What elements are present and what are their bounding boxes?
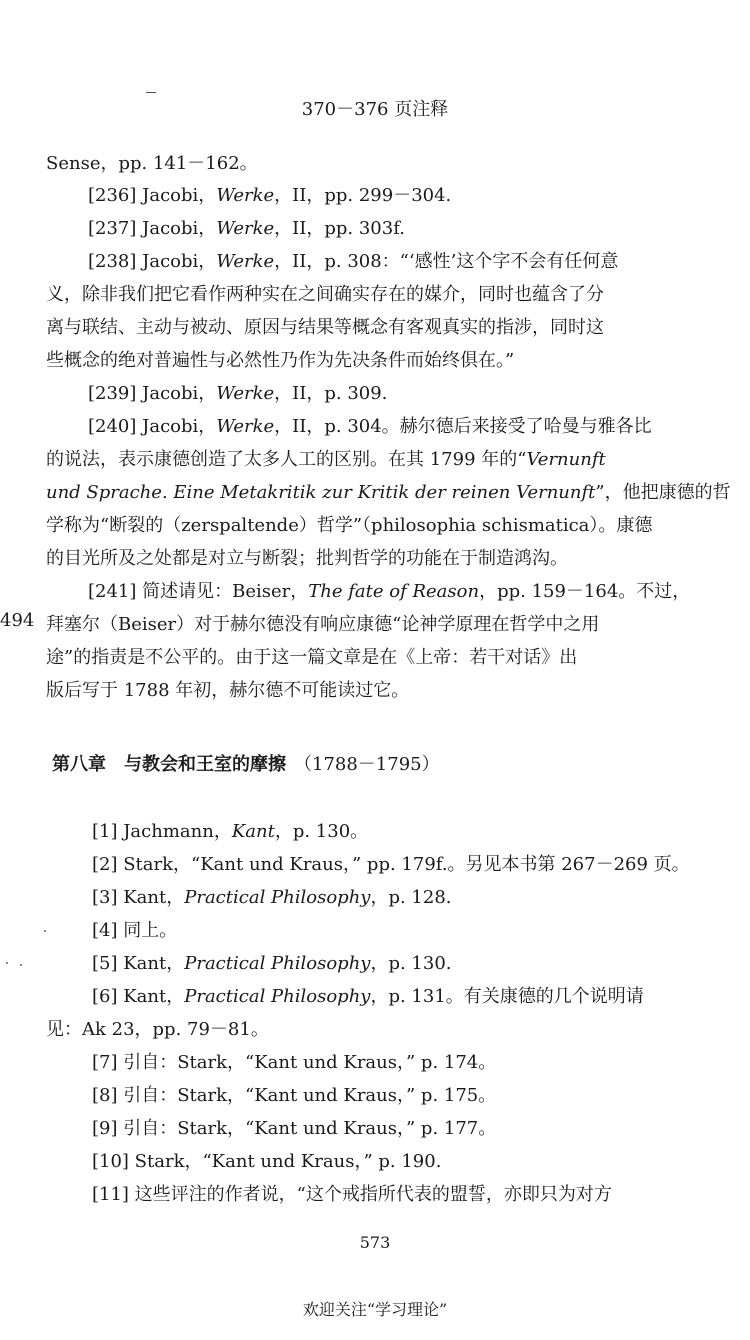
line-text: ，p. 130. — [370, 953, 452, 974]
line-text: 义，除非我们把它看作两种实在之间确实存在的媒介，同时也蕴含了分 — [46, 284, 604, 305]
text-line — [46, 152, 258, 176]
line-text: [4] 同上。 — [92, 920, 178, 941]
text-line — [46, 448, 606, 472]
italic-title: Werke — [216, 218, 275, 239]
line-text: 拜塞尔（Beiser）对于赫尔德没有响应康德“论神学原理在哲学中之用 — [46, 614, 600, 635]
line-text: 离与联结、主动与被动、原因与结果等概念有客观真实的指涉，同时这 — [46, 317, 604, 338]
line-text: [6] Kant， — [92, 986, 185, 1007]
text-line — [46, 1018, 269, 1042]
line-text: 学称为“断裂的（zerspaltende）哲学”（philosophia schismatica）。康德 — [46, 515, 653, 536]
line-text: ，II，p. 309. — [274, 383, 388, 404]
text-line — [46, 349, 514, 373]
page-number: 573 — [359, 1233, 391, 1252]
line-text: ，II，p. 308：“‘感性’这个字不会有任何意 — [274, 251, 619, 272]
line-text: [2] Stark，“Kant und Kraus，” pp. 179f.。另见本书第 267－269 页。 — [92, 854, 690, 875]
line-text: [10] Stark，“Kant und Kraus，” p. 190. — [92, 1151, 442, 1172]
text-line — [46, 646, 577, 670]
italic-title: Vernunft — [526, 449, 606, 470]
line-text: [236] Jacobi， — [88, 185, 217, 206]
text-line — [46, 316, 604, 340]
text-line — [92, 1051, 496, 1075]
header-rule-mark — [146, 92, 156, 93]
text-line — [46, 514, 652, 538]
chapter-years: （1788－1795） — [294, 754, 440, 775]
line-text: [7] 引自：Stark，“Kant und Kraus，” p. 174。 — [92, 1052, 497, 1073]
italic-title: Werke — [216, 185, 275, 206]
text-line — [46, 547, 568, 571]
line-text: [240] Jacobi， — [88, 416, 217, 437]
text-line — [92, 985, 644, 1009]
text-line — [88, 415, 652, 439]
line-text: [237] Jacobi， — [88, 218, 217, 239]
text-line — [46, 679, 409, 703]
speck — [20, 964, 22, 966]
italic-title: Practical Philosophy — [184, 887, 371, 908]
line-text: 见：Ak 23，pp. 79－81。 — [46, 1019, 269, 1040]
text-line — [46, 283, 604, 307]
line-text: [1] Jachmann， — [92, 821, 232, 842]
text-line — [92, 886, 452, 910]
line-text: ，pp. 159－164。不过， — [479, 581, 691, 602]
line-text: ，p. 128. — [370, 887, 452, 908]
footer-text: 欢迎关注“学习理论” — [302, 1300, 448, 1319]
text-line — [92, 1084, 496, 1108]
text-line — [88, 217, 405, 241]
line-text: 些概念的绝对普遍性与必然性乃作为先决条件而始终俱在。” — [46, 350, 515, 371]
line-text: ，p. 131。有关康德的几个说明请 — [370, 986, 644, 1007]
line-text: 版后写于 1788 年初，赫尔德不可能读过它。 — [46, 680, 410, 701]
text-line — [88, 382, 387, 406]
text-line — [92, 1117, 496, 1141]
italic-title: Practical Philosophy — [184, 986, 371, 1007]
running-head: 370－376 页注释 — [301, 99, 449, 120]
italic-title: The fate of Reason — [308, 581, 480, 602]
text-line — [92, 952, 452, 976]
line-text: [11] 这些评注的作者说，“这个戒指所代表的盟誓，亦即只为对方 — [92, 1184, 612, 1205]
line-text: ，II，pp. 303f. — [274, 218, 405, 239]
text-line — [92, 1183, 612, 1207]
speck — [6, 962, 8, 964]
italic-title: Practical Philosophy — [184, 953, 371, 974]
line-text: [3] Kant， — [92, 887, 185, 908]
chapter-heading — [52, 750, 440, 776]
text-line — [92, 820, 368, 844]
italic-title: und Sprache. Eine Metakritik zur Kritik der reinen Vernunft — [46, 482, 596, 503]
chapter-title: 第八章 与教会和王室的摩擦 — [52, 754, 286, 775]
line-text: [9] 引自：Stark，“Kant und Kraus，” p. 177。 — [92, 1118, 497, 1139]
text-line — [46, 613, 599, 637]
line-text: [239] Jacobi， — [88, 383, 217, 404]
line-text: ”，他把康德的哲 — [595, 482, 731, 503]
line-text: Sense，pp. 141－162。 — [46, 153, 258, 174]
italic-title: Werke — [216, 251, 275, 272]
text-line — [46, 481, 731, 505]
speck — [44, 930, 46, 932]
line-text: [5] Kant， — [92, 953, 185, 974]
margin-page-reference: 494 — [0, 610, 35, 631]
text-line — [88, 580, 690, 604]
line-text: [8] 引自：Stark，“Kant und Kraus，” p. 175。 — [92, 1085, 497, 1106]
line-text: ，II，p. 304。赫尔德后来接受了哈曼与雅各比 — [274, 416, 652, 437]
text-line — [92, 853, 690, 877]
text-line — [92, 919, 177, 943]
line-text: ，p. 130。 — [274, 821, 369, 842]
line-text: 的说法，表示康德创造了太多人工的区别。在其 1799 年的“ — [46, 449, 527, 470]
text-line — [92, 1150, 441, 1174]
text-line — [88, 184, 451, 208]
line-text: [238] Jacobi， — [88, 251, 217, 272]
italic-title: Werke — [216, 383, 275, 404]
line-text: ，II，pp. 299－304. — [274, 185, 452, 206]
text-line — [88, 250, 618, 274]
line-text: 的目光所及之处都是对立与断裂；批判哲学的功能在于制造鸿沟。 — [46, 548, 568, 569]
line-text: [241] 简述请见：Beiser， — [88, 581, 309, 602]
italic-title: Werke — [216, 416, 275, 437]
line-text: 途”的指责是不公平的。由于这一篇文章是在《上帝：若干对话》出 — [46, 647, 578, 668]
italic-title: Kant — [231, 821, 275, 842]
